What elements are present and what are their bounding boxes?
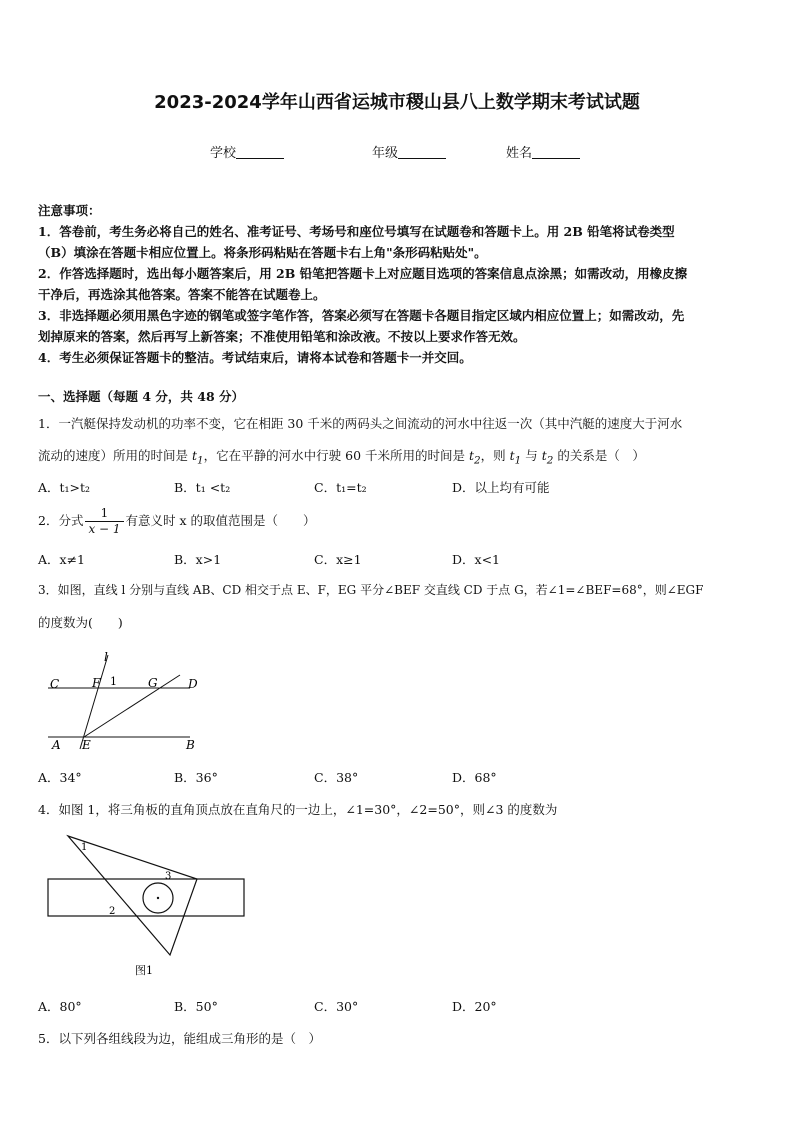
q2-fraction — [85, 506, 123, 537]
q2-numerator: 1 — [85, 506, 123, 522]
label-l: l — [104, 650, 108, 664]
name-blank — [532, 146, 580, 159]
label-d: D — [188, 677, 198, 691]
label-angle-3: 3 — [165, 871, 172, 882]
q4-figure — [40, 828, 260, 983]
label-b: B — [186, 738, 195, 752]
q1-option-d[interactable]: D．以上均有可能 — [452, 480, 550, 495]
notes-line-1: 1．答卷前，考生务必将自己的姓名、准考证号、考场号和座位号填写在试题卷和答题卡上。用 2B 铅笔将试卷类型 — [38, 224, 675, 239]
label-angle-2: 2 — [109, 906, 116, 917]
school-field — [210, 142, 284, 161]
q4-option-d[interactable]: D．20° — [452, 999, 497, 1014]
q1-text-a: 流动的速度）所用的时间是 — [38, 448, 192, 463]
q1-t1: $t_1$ — [191, 448, 204, 467]
q1-text-c: ，则 — [480, 448, 510, 463]
q4-line-1: 4．如图 1，将三角板的直角顶点放在直角尺的一边上，∠1=30°，∠2=50°，则∠3 的度数为 — [38, 802, 558, 817]
q3-option-d[interactable]: D．68° — [452, 770, 497, 785]
grade-blank — [398, 146, 446, 159]
label-a: A — [52, 738, 61, 752]
label-f: F — [92, 676, 101, 690]
q3-option-c[interactable]: C．38° — [314, 770, 359, 785]
q1-t2-again: $t_2$ — [541, 448, 554, 467]
grade-label: 年级 — [372, 146, 399, 161]
q2-denominator: x − 1 — [88, 522, 121, 536]
notes-line-4: 干净后，再选涂其他答案。答案不能答在试题卷上。 — [38, 287, 326, 302]
label-e: E — [82, 738, 91, 752]
circle-center — [157, 897, 159, 899]
q1-option-c[interactable]: C．t₁=t₂ — [314, 480, 367, 495]
q2-prefix: 2．分式 — [38, 513, 84, 528]
q1-line-2 — [38, 446, 645, 467]
school-blank — [236, 146, 284, 159]
q3-line-1: 3．如图，直线 l 分别与直线 AB、CD 相交于点 E、F，EG 平分∠BEF 交直线 CD 于点 G，若∠1=∠BEF=68°，则∠EGF — [38, 583, 704, 597]
q4-option-b[interactable]: B．50° — [174, 999, 218, 1014]
notes-heading: 注意事项： — [38, 203, 101, 218]
q2-option-b[interactable]: B．x>1 — [174, 552, 222, 567]
name-field — [506, 142, 580, 161]
q1-t2: $t_2$ — [468, 448, 481, 467]
school-label: 学校 — [210, 146, 237, 161]
q3-figure — [40, 645, 220, 755]
label-angle-1: 1 — [81, 842, 88, 853]
line-l — [80, 655, 108, 749]
q2-option-d[interactable]: D．x<1 — [452, 552, 500, 567]
ruler — [48, 879, 244, 916]
notes-line-2: （B）填涂在答题卡相应位置上。将条形码粘贴在答题卡右上角"条形码粘贴处"。 — [38, 245, 487, 260]
figure-caption: 图1 — [135, 964, 153, 977]
q2-option-c[interactable]: C．x≥1 — [314, 552, 362, 567]
q4-option-c[interactable]: C．30° — [314, 999, 359, 1014]
q2-suffix: 有意义时 x 的取值范围是（ ） — [125, 513, 316, 528]
q4-option-a[interactable]: A．80° — [38, 999, 82, 1014]
label-angle-1: 1 — [110, 675, 117, 688]
triangle — [68, 836, 197, 955]
q5-line-1: 5．以下列各组线段为边，能组成三角形的是（ ） — [38, 1031, 321, 1046]
q3-option-a[interactable]: A．34° — [38, 770, 82, 785]
page-title: 2023-2024学年山西省运城市稷山县八上数学期末考试试题 — [154, 92, 640, 113]
q1-text-e: 的关系是（ ） — [553, 448, 645, 463]
q1-line-1: 1．一汽艇保持发动机的功率不变，它在相距 30 千米的两码头之间流动的河水中往返一次（其中汽艇的速度大于河水 — [38, 416, 683, 431]
label-g: G — [148, 676, 158, 690]
section-heading: 一、选择题（每题 4 分，共 48 分） — [38, 389, 245, 404]
grade-field — [372, 142, 446, 161]
q1-text-b: ，它在平静的河水中行驶 60 千米所用的时间是 — [203, 448, 469, 463]
q1-t1-again: $t_1$ — [509, 448, 522, 467]
notes-line-5: 3．非选择题必须用黑色字迹的钢笔或签字笔作答，答案必须写在答题卡各题目指定区域内相应位置上；如需改动，先 — [38, 308, 685, 323]
q3-option-b[interactable]: B．36° — [174, 770, 218, 785]
q1-option-b[interactable]: B．t₁ <t₂ — [174, 480, 231, 495]
notes-line-6: 划掉原来的答案，然后再写上新答案；不准使用铅笔和涂改液。不按以上要求作答无效。 — [38, 329, 526, 344]
q3-line-2: 的度数为( ) — [38, 615, 123, 630]
name-label: 姓名 — [506, 146, 533, 161]
notes-line-7: 4．考生必须保证答题卡的整洁。考试结束后，请将本试卷和答题卡一并交回。 — [38, 350, 472, 365]
q1-option-a[interactable]: A．t₁>t₂ — [38, 480, 91, 495]
label-c: C — [50, 677, 60, 691]
notes-line-3: 2．作答选择题时，选出每小题答案后，用 2B 铅笔把答题卡上对应题目选项的答案信息点涂黑；如需改动，用橡皮擦 — [38, 266, 688, 281]
q1-text-d: 与 — [521, 448, 542, 463]
q2-line — [38, 506, 316, 537]
q2-option-a[interactable]: A．x≠1 — [38, 552, 86, 567]
